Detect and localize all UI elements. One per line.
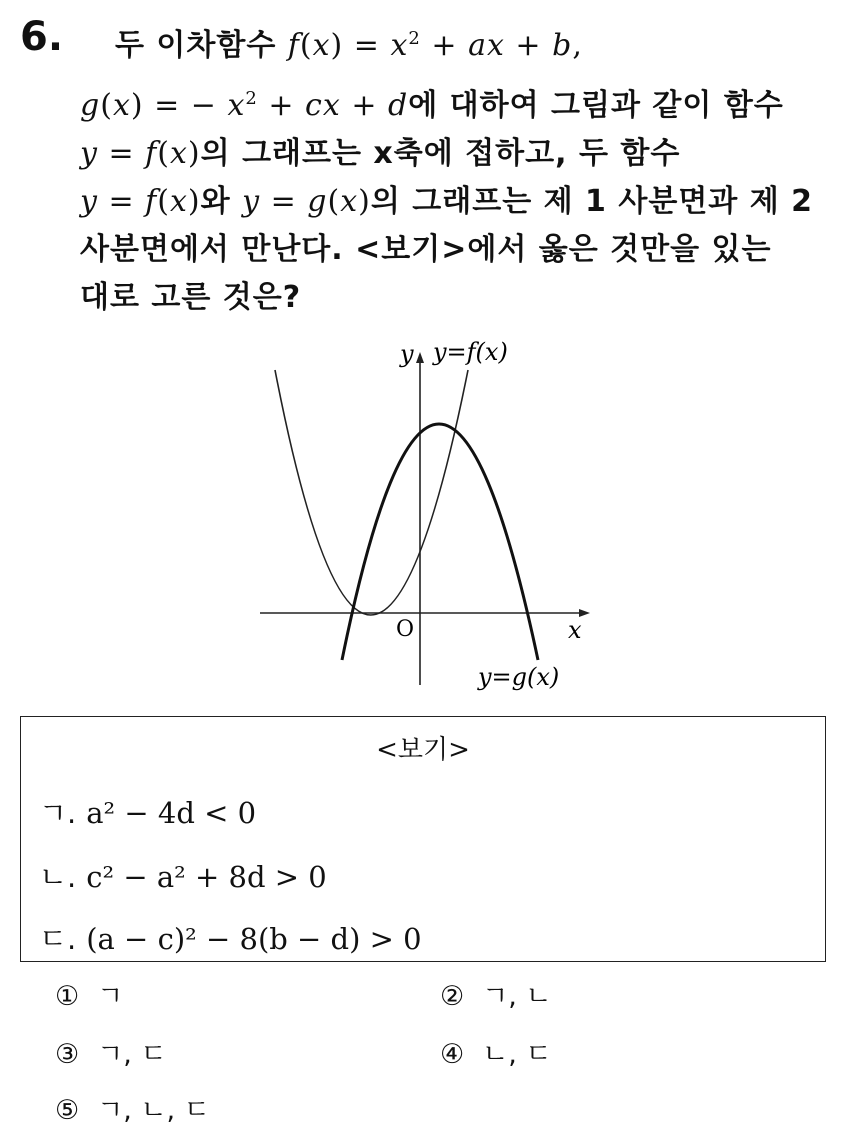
bogi-item-1: [39, 791, 256, 832]
option-text: ㄱ, ㄷ: [97, 1039, 167, 1070]
bogi-title: <보기>: [376, 735, 470, 765]
origin-label: O: [396, 617, 415, 642]
option-text: ㄱ, ㄴ, ㄷ: [97, 1095, 210, 1126]
f-curve: [275, 370, 468, 615]
question-line-1: 두 이차함수 $f(x) = x^2$ + ax + b,: [115, 28, 583, 63]
option-text: ㄱ: [97, 981, 124, 1012]
option-number: ④: [440, 1039, 465, 1070]
bogi-item-label: ㄴ.: [39, 860, 77, 894]
option-number: ①: [55, 981, 80, 1012]
y-axis-label: y: [400, 340, 414, 368]
bogi-item-expr: c² − a² + 8d > 0: [86, 860, 327, 894]
question-number: 6.: [20, 14, 64, 60]
question-line-5: 사분면에서 만난다. <보기>에서 옳은 것만을 있는: [80, 232, 772, 267]
option-number: ⑤: [55, 1095, 80, 1126]
option-text: ㄱ, ㄴ: [482, 981, 552, 1012]
option-text: ㄴ, ㄷ: [482, 1039, 552, 1070]
x-axis-label: x: [568, 616, 582, 644]
f-label: y=f(x): [433, 338, 508, 366]
bogi-item-3: [39, 917, 422, 958]
question-line-3: y = f(x)의 그래프는 x축에 접하고, 두 함수: [80, 136, 681, 171]
bogi-item-expr: a² − 4d < 0: [86, 796, 257, 830]
option-number: ②: [440, 981, 465, 1012]
option-3[interactable]: [55, 1032, 167, 1071]
g-label: y=g(x): [478, 663, 560, 691]
option-4[interactable]: [440, 1032, 552, 1071]
question-line-2: g(x) = − $x^2$ + cx + d에 대하여 그림과 같이 함수: [80, 88, 784, 123]
bogi-item-label: ㄱ.: [39, 796, 77, 830]
g-curve: [342, 424, 538, 660]
y-axis-arrow: [416, 352, 424, 363]
option-2[interactable]: [440, 974, 552, 1013]
function-graph: [250, 330, 610, 700]
bogi-item-expr: (a − c)² − 8(b − d) > 0: [86, 922, 422, 956]
bogi-item-label: ㄷ.: [39, 922, 77, 956]
question-line-6: 대로 고른 것은?: [80, 280, 302, 315]
bogi-box: [20, 716, 826, 962]
option-5[interactable]: [55, 1088, 210, 1127]
option-number: ③: [55, 1039, 80, 1070]
bogi-item-2: [39, 855, 327, 896]
question-line-4: y = f(x)와 y = g(x)의 그래프는 제 1 사분면과 제 2: [80, 184, 814, 219]
option-1[interactable]: [55, 974, 123, 1013]
